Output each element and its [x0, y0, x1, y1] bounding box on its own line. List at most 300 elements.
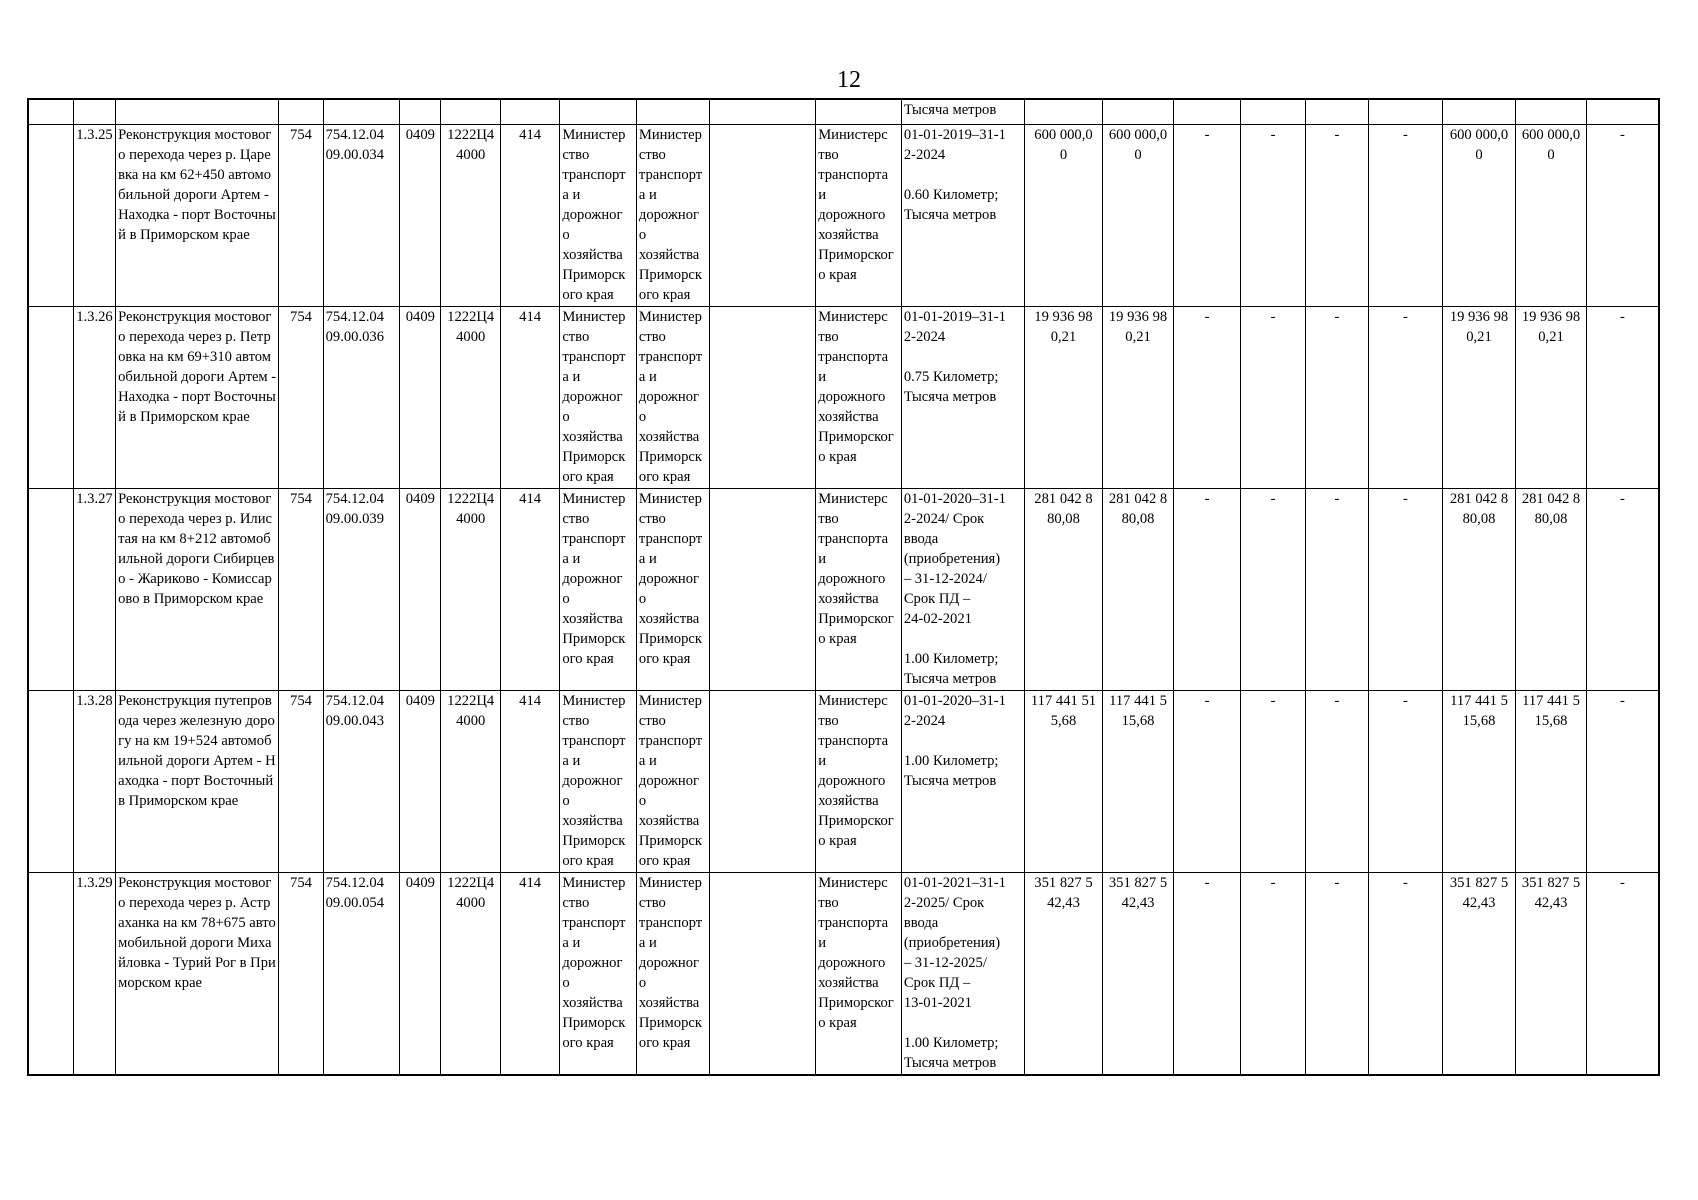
table-row: [28, 125, 1659, 307]
amount-1-cell: [1024, 125, 1103, 307]
organization-line: транспорт: [638, 349, 703, 365]
organization-line: Министер: [638, 875, 702, 891]
section-cell: 0409: [400, 691, 441, 873]
dash-cell: -: [1305, 489, 1368, 691]
amount-2-cell: [1103, 873, 1174, 1076]
grbs-cell: 754: [279, 125, 323, 307]
organization-line: а и: [638, 369, 657, 385]
organization-line: Приморск: [638, 833, 702, 849]
dash-cell: -: [1305, 873, 1368, 1076]
amount-line: 0,21: [1466, 329, 1492, 345]
grbs-cell: 754: [279, 873, 323, 1076]
dash-cell: -: [1586, 125, 1659, 307]
organization-2-cell: [636, 307, 710, 489]
organization-line: ство: [638, 511, 666, 527]
amount-line: 600 000,0: [1108, 127, 1168, 143]
empty-cell: [28, 307, 73, 489]
organization-2-cell: [636, 691, 710, 873]
organization-line: о: [562, 227, 570, 243]
target-article-line: 754.12.04: [325, 875, 384, 891]
row-code-cell: 1.3.26: [73, 307, 115, 489]
organization-4-cell: [816, 307, 902, 489]
amount-line: 19 936 98: [1449, 309, 1509, 325]
amount-line: 351 827 5: [1034, 875, 1093, 891]
period-line: 24-02-2021: [903, 611, 972, 627]
vr-cell: 414: [500, 307, 559, 489]
organization-line: хозяйства: [638, 611, 700, 627]
dash-cell: -: [1586, 691, 1659, 873]
organization-line: ство: [638, 713, 666, 729]
amount-1-cell: [1024, 489, 1103, 691]
period-line: – 31-12-2025/: [903, 955, 987, 971]
organization-line: Приморског: [818, 611, 894, 627]
dash-cell: -: [1369, 489, 1443, 691]
amount-line: 0,21: [1538, 329, 1564, 345]
target-article-line: 754.12.04: [325, 693, 384, 709]
table-row: [28, 307, 1659, 489]
csr-line: 1222Ц4: [447, 127, 495, 143]
amount-line: 19 936 98: [1034, 309, 1093, 325]
organization-line: Министерс: [818, 491, 888, 507]
budget-table: [27, 98, 1660, 1076]
organization-line: Министерс: [818, 127, 888, 143]
organization-line: транспорт: [562, 167, 626, 183]
csr-cell: [441, 307, 500, 489]
csr-line: 1222Ц4: [447, 309, 495, 325]
dash-cell: -: [1173, 125, 1240, 307]
organization-line: и: [818, 369, 826, 385]
organization-line: хозяйства: [562, 247, 623, 263]
organization-line: дорожног: [638, 773, 700, 789]
organization-line: ого края: [562, 853, 614, 869]
organization-line: о: [638, 591, 647, 607]
organization-line: Приморск: [638, 449, 702, 465]
capacity-line: 1.00 Километр;: [903, 651, 999, 667]
csr-line: 4000: [456, 895, 486, 911]
organization-line: хозяйства: [818, 409, 879, 425]
target-article-line: 754.12.04: [325, 491, 384, 507]
organization-line: ство: [638, 895, 666, 911]
organization-line: хозяйства: [638, 813, 700, 829]
amount-line: 42,43: [1462, 895, 1496, 911]
organization-line: дорожного: [818, 207, 886, 223]
organization-line: ого края: [638, 287, 691, 303]
dash-cell: -: [1586, 489, 1659, 691]
organization-line: Приморск: [562, 449, 626, 465]
capacity-line: 0.60 Километр;: [903, 187, 999, 203]
organization-line: о: [562, 591, 570, 607]
amount-line: 351 827 5: [1108, 875, 1168, 891]
amount-line: 80,08: [1121, 511, 1155, 527]
csr-line: 4000: [456, 511, 486, 527]
amount-line: 15,68: [1462, 713, 1496, 729]
amount-1-cell: [1024, 307, 1103, 489]
organization-line: дорожног: [562, 389, 623, 405]
csr-line: 4000: [456, 329, 486, 345]
organization-1-cell: [560, 307, 637, 489]
period-capacity-cell: [901, 307, 1024, 489]
organization-line: хозяйства: [638, 247, 700, 263]
table-header-row: [28, 99, 1659, 125]
capacity-line: 0.75 Километр;: [903, 369, 999, 385]
organization-line: хозяйства: [638, 429, 700, 445]
amount-line: 600 000,0: [1034, 127, 1093, 143]
organization-line: дорожног: [562, 955, 623, 971]
organization-line: хозяйства: [562, 813, 623, 829]
organization-line: Министерс: [818, 693, 888, 709]
organization-3-cell: [710, 489, 816, 691]
organization-line: Приморског: [818, 247, 894, 263]
period-line: 01-01-2019–31-1: [903, 309, 1006, 325]
organization-line: транспорт: [562, 531, 626, 547]
organization-line: дорожного: [818, 955, 886, 971]
amount-2-cell: [1103, 691, 1174, 873]
vr-cell: 414: [500, 691, 559, 873]
organization-line: ство: [562, 511, 590, 527]
csr-cell: [441, 873, 500, 1076]
organization-line: Министер: [562, 491, 626, 507]
amount-line: 281 042 8: [1034, 491, 1093, 507]
capacity-line: 1.00 Километр;: [903, 1035, 999, 1051]
amount-3-cell: [1442, 489, 1516, 691]
target-article-cell: [323, 307, 400, 489]
organization-line: о края: [818, 267, 857, 283]
organization-1-cell: [560, 125, 637, 307]
csr-line: 4000: [456, 147, 486, 163]
organization-line: Министерс: [818, 875, 888, 891]
target-article-line: 09.00.054: [325, 895, 384, 911]
amount-line: 117 441 5: [1450, 693, 1508, 709]
csr-line: 1222Ц4: [447, 875, 495, 891]
organization-line: дорожного: [818, 773, 886, 789]
object-name-cell: Реконструкция мостового перехода через р. Астраханка на км 78+675 автомобильной дороги Михайловка - Турий Рог в Приморском крае: [116, 873, 279, 1076]
organization-line: тво: [818, 147, 839, 163]
capacity-line: Тысяча метров: [903, 1055, 997, 1071]
organization-line: дорожног: [638, 955, 700, 971]
grbs-cell: 754: [279, 691, 323, 873]
capacity-line: Тысяча метров: [903, 207, 997, 223]
dash-cell: -: [1305, 125, 1368, 307]
target-article-cell: [323, 873, 400, 1076]
period-capacity-cell: [901, 125, 1024, 307]
dash-cell: -: [1369, 125, 1443, 307]
target-article-cell: [323, 125, 400, 307]
period-line: (приобретения): [903, 551, 1001, 567]
organization-line: ого края: [638, 469, 691, 485]
organization-line: хозяйства: [562, 429, 623, 445]
csr-cell: [441, 489, 500, 691]
organization-2-cell: [636, 489, 710, 691]
amount-line: 117 441 5: [1522, 693, 1580, 709]
organization-line: Приморског: [818, 813, 894, 829]
organization-line: дорожног: [638, 571, 700, 587]
target-article-line: 754.12.04: [325, 309, 384, 325]
organization-line: ство: [562, 895, 590, 911]
csr-line: 1222Ц4: [447, 693, 495, 709]
organization-line: а и: [562, 369, 581, 385]
organization-line: Приморског: [818, 995, 894, 1011]
amount-line: 15,68: [1534, 713, 1568, 729]
section-cell: 0409: [400, 125, 441, 307]
amount-4-cell: [1516, 489, 1587, 691]
amount-line: 281 042 8: [1449, 491, 1509, 507]
csr-line: 1222Ц4: [447, 491, 495, 507]
empty-cell: [28, 489, 73, 691]
amount-1-cell: [1024, 691, 1103, 873]
organization-line: дорожног: [638, 389, 700, 405]
target-article-cell: [323, 489, 400, 691]
amount-line: 80,08: [1462, 511, 1496, 527]
amount-2-cell: [1103, 489, 1174, 691]
vr-cell: 414: [500, 873, 559, 1076]
organization-line: хозяйства: [562, 611, 623, 627]
amount-line: 351 827 5: [1449, 875, 1509, 891]
target-article-line: 09.00.039: [325, 511, 384, 527]
organization-line: ство: [562, 713, 590, 729]
dash-cell: -: [1586, 307, 1659, 489]
dash-cell: -: [1586, 873, 1659, 1076]
organization-line: транспорт: [562, 349, 626, 365]
csr-cell: [441, 691, 500, 873]
object-name-cell: Реконструкция мостового перехода через р. Петровка на км 69+310 автомобильной дороги Артем - Находка - порт Восточный в Приморском крае: [116, 307, 279, 489]
organization-4-cell: [816, 489, 902, 691]
organization-4-cell: [816, 125, 902, 307]
organization-1-cell: [560, 489, 637, 691]
organization-line: ство: [638, 147, 666, 163]
vr-cell: 414: [500, 489, 559, 691]
dash-cell: -: [1173, 691, 1240, 873]
dash-cell: -: [1305, 691, 1368, 873]
organization-2-cell: [636, 873, 710, 1076]
amount-line: 0: [1059, 147, 1068, 163]
period-line: (приобретения): [903, 935, 1001, 951]
organization-line: а и: [562, 187, 581, 203]
object-name-cell: Реконструкция путепровода через железную дорогу на км 19+524 автомобильной дороги Артем - Находка - порт Восточный в Приморском крае: [116, 691, 279, 873]
organization-line: а и: [638, 187, 657, 203]
amount-4-cell: [1516, 691, 1587, 873]
organization-line: Министер: [638, 309, 702, 325]
organization-line: хозяйства: [562, 995, 623, 1011]
organization-line: и: [818, 753, 826, 769]
organization-line: Министерс: [818, 309, 888, 325]
target-article-line: 754.12.04: [325, 127, 384, 143]
organization-line: о края: [818, 449, 857, 465]
amount-2-cell: [1103, 307, 1174, 489]
amount-line: 42,43: [1534, 895, 1568, 911]
period-line: ввода: [903, 915, 939, 931]
amount-line: 281 042 8: [1521, 491, 1581, 507]
organization-line: тво: [818, 713, 839, 729]
organization-2-cell: [636, 125, 710, 307]
organization-line: тво: [818, 895, 839, 911]
period-line: 13-01-2021: [903, 995, 972, 1011]
organization-line: хозяйства: [818, 975, 879, 991]
organization-line: транспорт: [562, 915, 626, 931]
organization-line: Министер: [562, 127, 626, 143]
amount-4-cell: [1516, 125, 1587, 307]
organization-line: дорожног: [638, 207, 700, 223]
dash-cell: -: [1173, 873, 1240, 1076]
row-code-cell: 1.3.27: [73, 489, 115, 691]
organization-line: хозяйства: [638, 995, 700, 1011]
capacity-line: 1.00 Километр;: [903, 753, 999, 769]
vr-cell: 414: [500, 125, 559, 307]
amount-line: 5,68: [1050, 713, 1077, 729]
organization-line: Приморск: [638, 631, 702, 647]
amount-line: 80,08: [1047, 511, 1080, 527]
csr-line: 4000: [456, 713, 486, 729]
organization-line: ого края: [638, 651, 691, 667]
object-name-cell: Реконструкция мостового перехода через р. Царевка на км 62+450 автомобильной дороги Артем - Находка - порт Восточный в Приморском крае: [116, 125, 279, 307]
organization-line: а и: [638, 551, 657, 567]
amount-3-cell: [1442, 125, 1516, 307]
organization-line: а и: [638, 935, 657, 951]
empty-cell: [28, 691, 73, 873]
organization-line: дорожног: [562, 571, 623, 587]
period-line: 2-2024: [903, 147, 946, 163]
organization-line: транспорта: [818, 733, 889, 749]
capacity-line: Тысяча метров: [903, 389, 997, 405]
amount-line: 19 936 98: [1521, 309, 1581, 325]
dash-cell: -: [1241, 873, 1305, 1076]
amount-line: 600 000,0: [1521, 127, 1581, 143]
dash-cell: -: [1305, 307, 1368, 489]
organization-line: ство: [562, 329, 590, 345]
organization-line: а и: [562, 753, 581, 769]
organization-line: о: [562, 409, 570, 425]
organization-line: ство: [638, 329, 666, 345]
organization-line: о: [638, 793, 647, 809]
csr-cell: [441, 125, 500, 307]
organization-line: ого края: [562, 469, 614, 485]
amount-3-cell: [1442, 873, 1516, 1076]
organization-line: ство: [562, 147, 590, 163]
target-article-line: 09.00.034: [325, 147, 384, 163]
organization-line: Приморск: [562, 1015, 626, 1031]
organization-line: и: [818, 187, 826, 203]
object-name-cell: Реконструкция мостового перехода через р. Илистая на км 8+212 автомобильной дороги Сибирцево - Жариково - Комиссарово в Приморском крае: [116, 489, 279, 691]
organization-line: Приморск: [638, 267, 702, 283]
organization-line: ого края: [562, 1035, 614, 1051]
organization-line: транспорта: [818, 915, 889, 931]
period-line: 2-2024: [903, 713, 946, 729]
organization-line: о: [562, 793, 570, 809]
amount-2-cell: [1103, 125, 1174, 307]
section-cell: 0409: [400, 873, 441, 1076]
period-line: 01-01-2019–31-1: [903, 127, 1006, 143]
dash-cell: -: [1241, 307, 1305, 489]
section-cell: 0409: [400, 489, 441, 691]
organization-line: транспорт: [638, 531, 703, 547]
organization-line: транспорта: [818, 349, 889, 365]
organization-line: Министер: [638, 491, 702, 507]
organization-line: Приморског: [818, 429, 894, 445]
organization-line: ого края: [638, 853, 691, 869]
period-line: 2-2024: [903, 329, 946, 345]
organization-line: хозяйства: [818, 591, 879, 607]
amount-line: 0,21: [1125, 329, 1151, 345]
dash-cell: -: [1173, 307, 1240, 489]
period-capacity-cell: [901, 873, 1024, 1076]
amount-line: 0: [1134, 147, 1142, 163]
organization-line: о края: [818, 1015, 857, 1031]
dash-cell: -: [1241, 691, 1305, 873]
period-capacity-cell: [901, 691, 1024, 873]
dash-cell: -: [1173, 489, 1240, 691]
organization-line: Приморск: [562, 833, 626, 849]
period-line: ввода: [903, 531, 939, 547]
amount-3-cell: [1442, 307, 1516, 489]
organization-line: транспорт: [638, 167, 703, 183]
organization-1-cell: [560, 691, 637, 873]
capacity-line: Тысяча метров: [903, 671, 997, 687]
organization-3-cell: [710, 691, 816, 873]
organization-4-cell: [816, 691, 902, 873]
organization-line: дорожног: [562, 773, 623, 789]
empty-cell: [28, 125, 73, 307]
organization-line: а и: [562, 935, 581, 951]
organization-line: транспорт: [638, 915, 703, 931]
amount-line: 80,08: [1534, 511, 1568, 527]
organization-line: транспорта: [818, 167, 889, 183]
header-unit-cell: Тысяча метров: [901, 99, 1024, 125]
dash-cell: -: [1241, 125, 1305, 307]
organization-line: ого края: [562, 287, 614, 303]
amount-line: 19 936 98: [1108, 309, 1168, 325]
organization-line: Приморск: [638, 1015, 702, 1031]
amount-1-cell: [1024, 873, 1103, 1076]
period-line: Срок ПД –: [903, 975, 971, 991]
capacity-line: Тысяча метров: [903, 773, 997, 789]
organization-line: ого края: [638, 1035, 691, 1051]
organization-line: дорожного: [818, 571, 886, 587]
row-code-cell: 1.3.28: [73, 691, 115, 873]
table-row: [28, 873, 1659, 1076]
organization-line: о: [638, 227, 647, 243]
organization-line: Приморск: [562, 631, 626, 647]
amount-line: 42,43: [1047, 895, 1080, 911]
amount-4-cell: [1516, 873, 1587, 1076]
organization-3-cell: [710, 125, 816, 307]
table-row: [28, 489, 1659, 691]
dash-cell: -: [1369, 873, 1443, 1076]
period-capacity-cell: [901, 489, 1024, 691]
amount-line: 15,68: [1121, 713, 1155, 729]
amount-line: 117 441 51: [1030, 693, 1097, 709]
organization-line: и: [818, 935, 826, 951]
organization-line: о: [638, 975, 647, 991]
organization-line: тво: [818, 511, 839, 527]
organization-line: дорожног: [562, 207, 623, 223]
organization-line: хозяйства: [818, 227, 879, 243]
organization-line: дорожного: [818, 389, 886, 405]
period-line: 01-01-2021–31-1: [903, 875, 1006, 891]
table-row: [28, 691, 1659, 873]
amount-3-cell: [1442, 691, 1516, 873]
period-line: 01-01-2020–31-1: [903, 491, 1006, 507]
period-line: 01-01-2020–31-1: [903, 693, 1006, 709]
organization-line: транспорта: [818, 531, 889, 547]
target-article-line: 09.00.043: [325, 713, 384, 729]
organization-line: и: [818, 551, 826, 567]
organization-line: Министер: [638, 693, 702, 709]
organization-line: а и: [638, 753, 657, 769]
organization-3-cell: [710, 307, 816, 489]
dash-cell: -: [1241, 489, 1305, 691]
target-article-line: 09.00.036: [325, 329, 384, 345]
organization-line: о: [562, 975, 570, 991]
period-line: Срок ПД –: [903, 591, 971, 607]
